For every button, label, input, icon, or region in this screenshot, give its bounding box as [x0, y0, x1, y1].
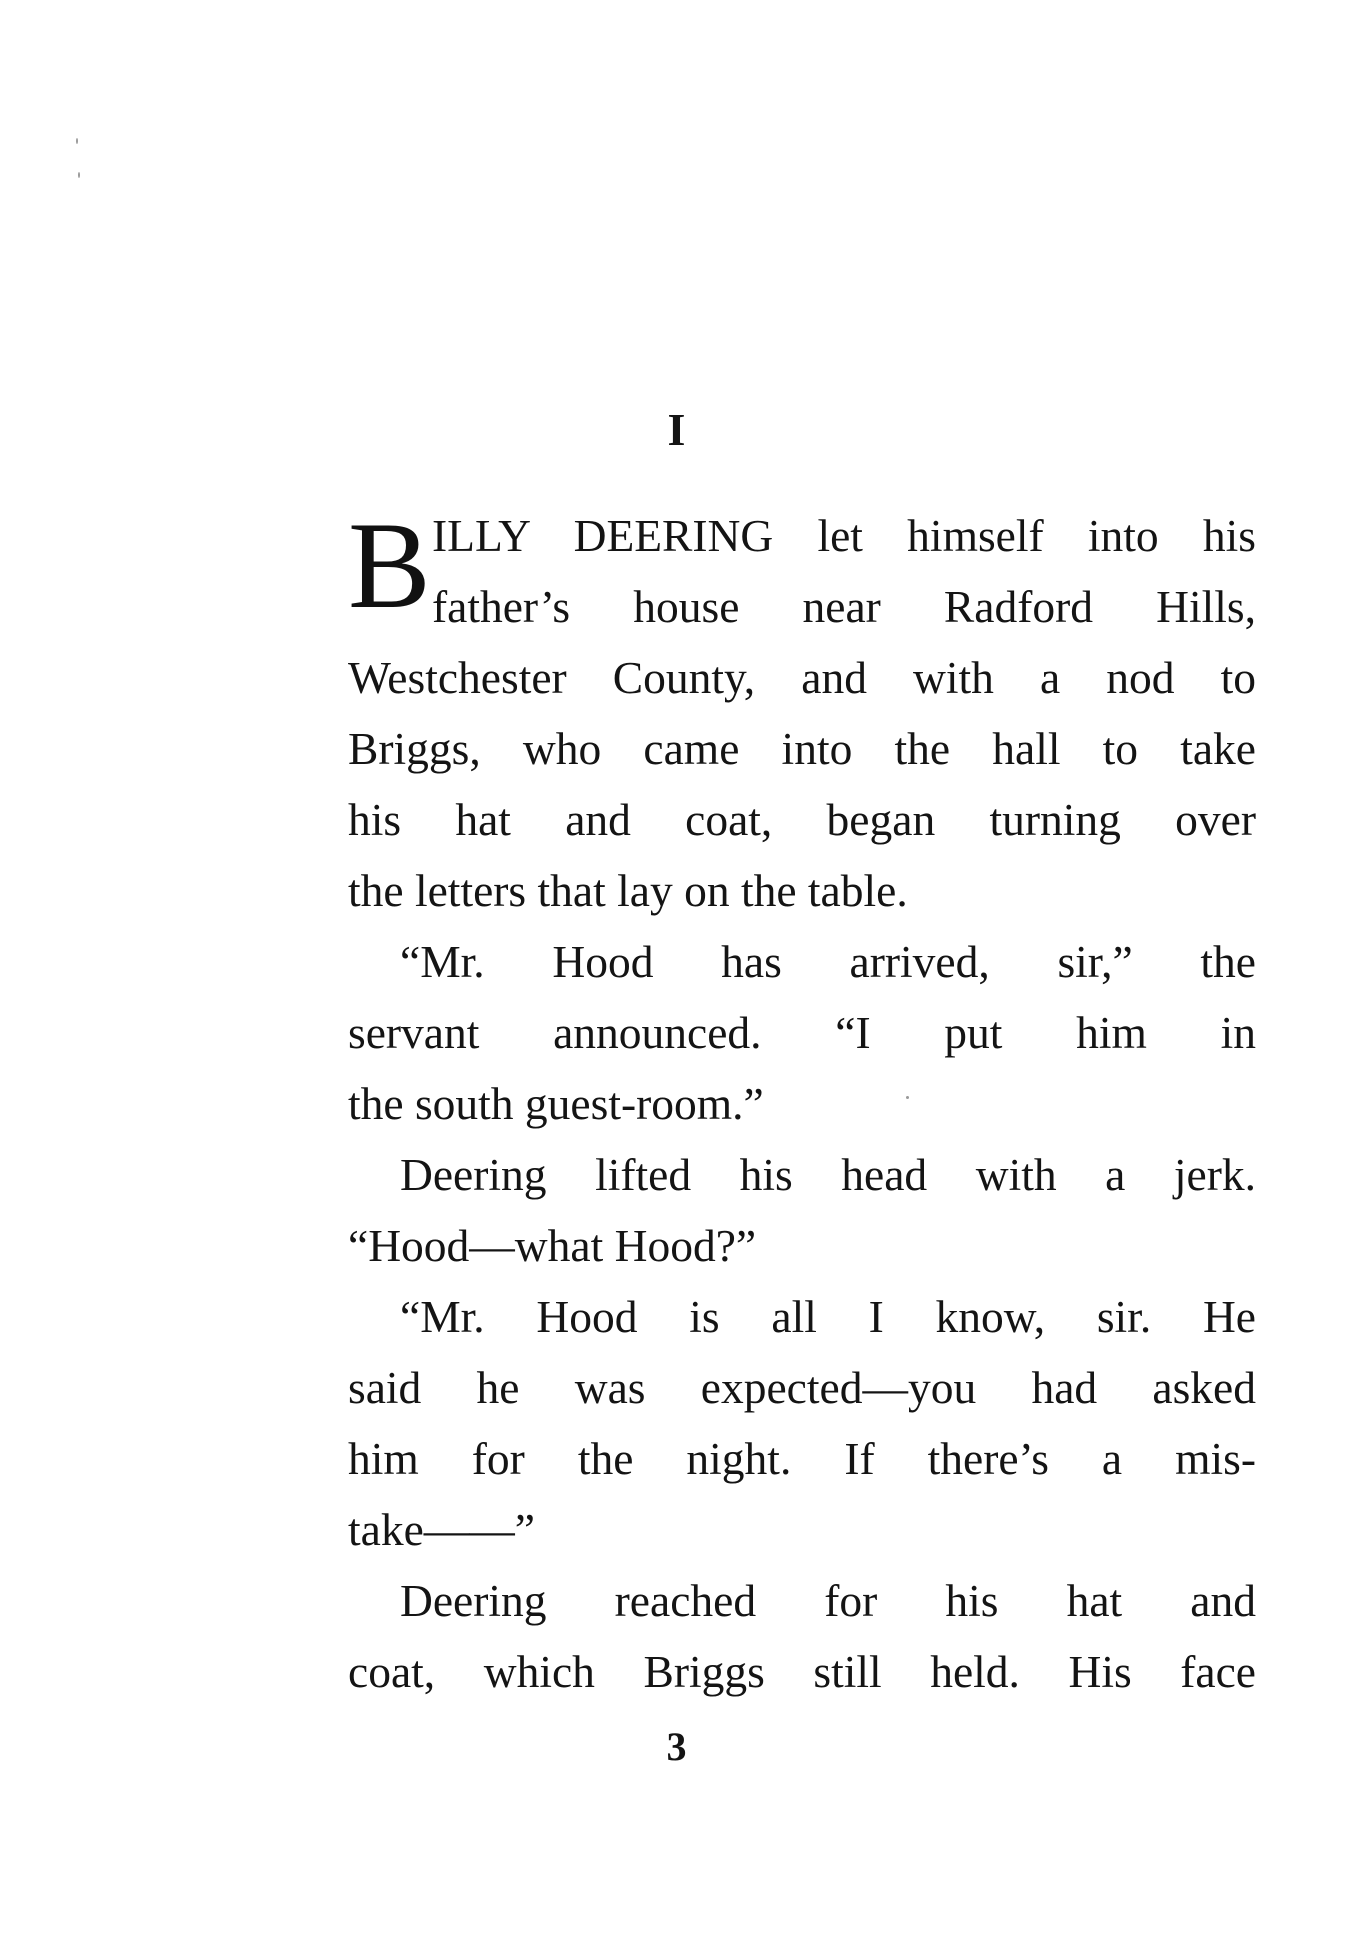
scan-speck — [906, 1096, 909, 1099]
text-line: coat, which Briggs still held. His face — [348, 1646, 1256, 1697]
body-text — [348, 497, 1256, 1707]
chapter-number: I — [667, 404, 686, 455]
text-line: father’s house near Radford Hills, — [432, 581, 1256, 632]
scan-speck — [76, 138, 78, 144]
text-lines — [348, 497, 1256, 1707]
text-line: “Mr. Hood is all I know, sir. He — [400, 1291, 1256, 1342]
text-line: take——” — [348, 1504, 535, 1555]
text-line: Briggs, who came into the hall to take — [348, 723, 1256, 774]
text-line: Westchester County, and with a nod to — [348, 652, 1256, 703]
text-line: Deering lifted his head with a jerk. — [400, 1149, 1256, 1200]
text-line: him for the night. If there’s a mis- — [348, 1433, 1256, 1484]
text-line: Deering reached for his hat and — [400, 1575, 1256, 1626]
text-line: “Hood—what Hood?” — [348, 1220, 757, 1271]
page-number: 3 — [666, 1724, 687, 1769]
text-line: “Mr. Hood has arrived, sir,” the — [400, 936, 1256, 987]
text-line: said he was expected—you had asked — [348, 1362, 1256, 1413]
text-line: ILLY DEERING let himself into his — [432, 510, 1256, 561]
text-line: servant announced. “I put him in — [348, 1007, 1256, 1058]
text-line: the south guest-room.” — [348, 1078, 764, 1129]
scan-speck — [78, 172, 80, 178]
drop-cap: B — [348, 497, 431, 634]
text-line: his hat and coat, began turning over — [348, 794, 1256, 845]
text-line: the letters that lay on the table. — [348, 865, 908, 916]
